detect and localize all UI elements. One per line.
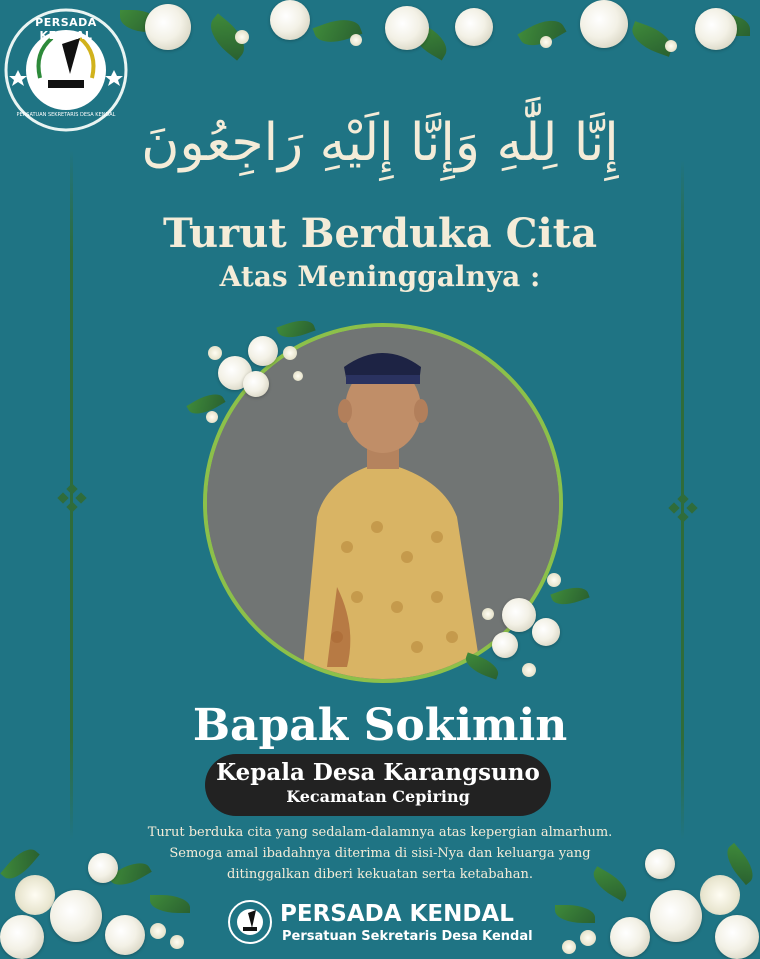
right-diamond-ornament — [668, 493, 698, 523]
heading-line-2: Atas Meninggalnya : — [219, 260, 541, 293]
footer-title: PERSADA KENDAL — [280, 901, 514, 927]
message-line-1: Turut berduka cita yang sedalam-dalamnya atas kepergian almarhum. — [147, 825, 613, 840]
footer-branding — [228, 898, 533, 948]
photo-floral-cluster-bottom — [462, 568, 592, 690]
message-line-2: Semoga amal ibadahnya diterima di sisi-Nya dan keluarga yang — [169, 846, 591, 861]
message-line-3: ditinggalkan diberi kekuatan serta ketabahan. — [227, 867, 533, 882]
heading-line-1: Turut Berduka Cita — [162, 210, 598, 257]
left-diamond-ornament — [57, 483, 87, 513]
bottom-left-floral-corner — [0, 835, 200, 950]
logo-top-text: PERSADA KENDAL — [35, 16, 97, 42]
district-name: Kecamatan Cepiring — [286, 787, 470, 806]
footer-subtitle: Persatuan Sekretaris Desa Kendal — [282, 929, 533, 944]
photo-floral-cluster-top — [188, 316, 323, 436]
arabic-calligraphy: إِنَّا لِلَّٰهِ وَإِنَّا إِلَيْهِ رَاجِعُونَ — [141, 113, 619, 173]
top-floral-garland — [110, 0, 760, 70]
bottom-right-floral-corner — [550, 835, 760, 950]
position-title: Kepala Desa Karangsuno — [216, 759, 540, 786]
deceased-name: Bapak Sokimin — [192, 700, 568, 751]
position-badge — [205, 754, 551, 816]
footer-logo-icon — [228, 900, 272, 944]
logo-bottom-text: PERSATUAN SEKRETARIS DESA KENDAL — [16, 112, 116, 118]
